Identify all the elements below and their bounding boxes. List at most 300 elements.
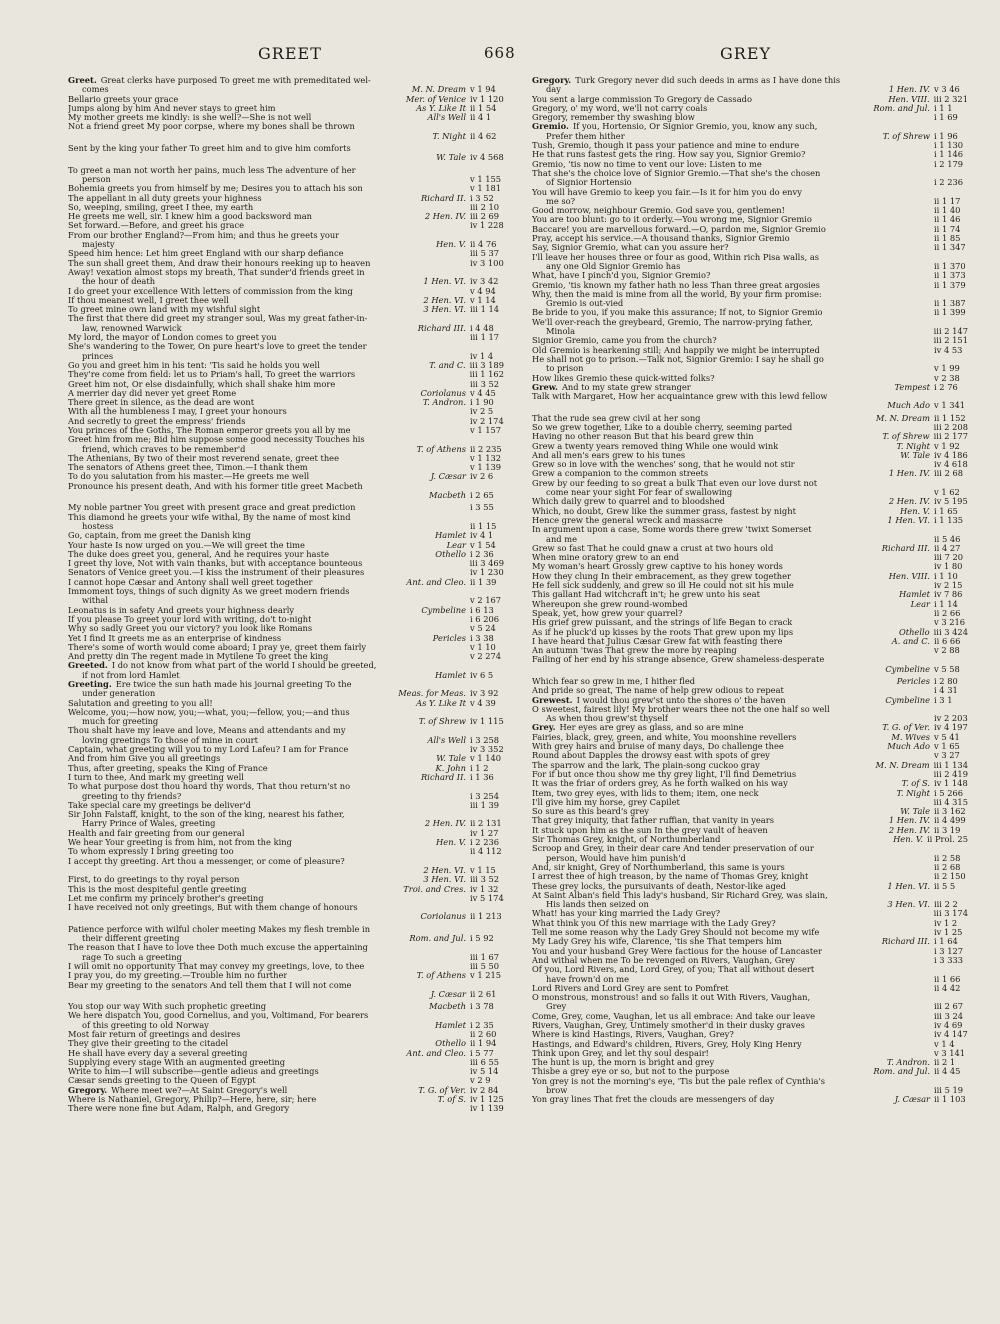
act-scene-line: v 5 24 — [470, 624, 496, 634]
concordance-line — [68, 324, 504, 333]
quotation-text: The duke does greet you, general, And he requires your haste — [68, 549, 330, 559]
concordance-line — [68, 370, 504, 379]
concordance-line — [532, 900, 968, 909]
concordance-line — [68, 153, 504, 162]
quotation-text: Item, two grey eyes, with lids to them; item, one neck — [532, 788, 759, 798]
play-abbreviation: M. Wives — [891, 732, 930, 742]
concordance-line — [532, 469, 968, 478]
citation — [931, 618, 968, 627]
quotation-text: Grew by our feeding to so great a bulk That even our love durst not — [532, 478, 818, 488]
quotation-text: Go, captain, from me greet the Danish king — [68, 531, 251, 541]
concordance-line — [68, 122, 504, 131]
citation — [418, 194, 504, 203]
quotation-text: Grey — [546, 1002, 567, 1012]
citation — [931, 215, 968, 224]
citation — [931, 243, 968, 252]
quotation-text: That the rude sea grew civil at her song — [532, 413, 701, 423]
act-scene-line: iv 4 197 — [934, 723, 968, 733]
concordance-line — [68, 104, 504, 113]
act-scene-line: iv 4 568 — [470, 153, 504, 163]
quotation-text: Speed him hence: Let him greet England with our sharp defiance — [68, 249, 344, 259]
act-scene-line: iv 1 25 — [934, 928, 963, 938]
citation — [886, 816, 968, 825]
concordance-line — [532, 206, 968, 215]
citation — [467, 259, 504, 268]
play-abbreviation: Richard III. — [881, 543, 930, 553]
act-scene-line: iv 1 230 — [470, 568, 504, 578]
citation — [879, 723, 968, 732]
act-scene-line: iv 1 27 — [470, 828, 499, 838]
headword-entry — [532, 723, 968, 732]
quotation-text: Which daily grew to quarrel and to bloodshed — [532, 497, 725, 507]
act-scene-line: i 3 38 — [470, 633, 494, 643]
play-abbreviation: W. Tale — [436, 754, 466, 764]
citation — [886, 826, 968, 835]
act-scene-line: ii 2 235 — [470, 444, 502, 454]
concordance-line — [532, 169, 968, 178]
quotation-text: I cannot hope Cæsar and Antony shall well greet together — [68, 577, 313, 587]
act-scene-line: ii 4 76 — [470, 240, 497, 250]
concordance-line — [68, 624, 504, 633]
play-abbreviation: T. and C. — [429, 360, 466, 370]
citation — [931, 863, 968, 872]
act-scene-line: iii 2 321 — [933, 94, 968, 104]
act-scene-line: i 2 76 — [934, 382, 958, 392]
concordance-line — [532, 816, 968, 825]
concordance-line — [532, 1040, 968, 1049]
concordance-line — [68, 463, 504, 472]
concordance-line — [68, 568, 504, 577]
quotation-text: Hence grew the general wreck and massacre — [532, 515, 723, 525]
citation — [467, 1058, 504, 1067]
headword: Gremio. — [532, 122, 569, 132]
quotation-text: How likes Gremio these quick-witted folks? — [532, 373, 715, 383]
play-abbreviation: Cymbeline — [421, 605, 466, 615]
quotation-text: Your haste Is now urged on you.—We will greet the time — [68, 540, 305, 550]
citation — [467, 249, 504, 258]
act-scene-line: v 1 99 — [934, 364, 960, 374]
citation — [467, 463, 504, 472]
quotation-text: What, have I pinch'd you, Signior Gremio? — [532, 271, 711, 281]
citation — [897, 807, 968, 816]
concordance-line — [68, 1030, 504, 1039]
quotation-text: if not from lord Hamlet — [82, 670, 180, 680]
act-scene-line: v 1 14 — [470, 295, 496, 305]
quotation-text: She's wandering to the Tower, On pure heart's love to greet the tender — [68, 342, 367, 352]
concordance-line — [532, 1002, 968, 1011]
play-abbreviation: J. Cæsar — [894, 1095, 930, 1105]
citation — [931, 234, 968, 243]
play-abbreviation: T. Night — [896, 441, 930, 451]
play-abbreviation: K. John — [435, 763, 466, 773]
citation — [432, 1039, 504, 1048]
act-scene-line: iii 2 147 — [933, 327, 968, 337]
quotation-text: O monstrous, monstrous! and so falls it out With Rivers, Vaughan, — [532, 993, 811, 1003]
concordance-line — [68, 491, 504, 500]
citation — [931, 919, 968, 928]
concordance-line — [68, 482, 504, 491]
play-abbreviation: Hen. V. — [436, 240, 466, 250]
concordance-line — [68, 240, 504, 249]
quotation-text: much for greeting — [82, 717, 159, 727]
citation — [931, 909, 968, 918]
quotation-text: O sweetest, fairest lily! My brother wears thee not the one half so well — [532, 704, 830, 714]
act-scene-line: i 1 2 — [470, 763, 489, 773]
citation — [931, 770, 968, 779]
page-number: 668 — [484, 44, 516, 62]
play-abbreviation: T. of S. — [437, 1095, 466, 1105]
concordance-line — [532, 751, 968, 760]
act-scene-line: iii 2 2 — [934, 900, 958, 910]
quotation-text: Gregory, remember thy swashing blow — [532, 113, 695, 123]
act-scene-line: ii 1 152 — [934, 413, 966, 423]
citation — [467, 1104, 504, 1113]
quotation-text: That grey iniquity, that father ruffian, that vanity in years — [532, 816, 774, 826]
headword: Grewest. — [532, 695, 573, 705]
quotation-text: day — [546, 85, 561, 95]
citation — [931, 1012, 968, 1021]
act-scene-line: iv 4 53 — [934, 345, 963, 355]
concordance-line — [532, 665, 968, 674]
play-abbreviation: Meas. for Meas. — [398, 689, 466, 699]
concordance-line — [68, 249, 504, 258]
citation — [931, 1021, 968, 1030]
act-scene-line: v 1 139 — [470, 463, 502, 473]
quotation-text: A merrier day did never yet greet Rome — [68, 388, 237, 398]
play-abbreviation: 2 Hen. VI. — [423, 295, 466, 305]
concordance-line — [68, 531, 504, 540]
quotation-text: the hour of death — [82, 277, 156, 287]
play-abbreviation: Othello — [898, 627, 930, 637]
citation — [435, 1095, 504, 1104]
act-scene-line: v 1 215 — [470, 971, 502, 981]
play-abbreviation: Mer. of Venice — [405, 94, 466, 104]
play-abbreviation: W. Tale — [436, 153, 466, 163]
act-scene-line: i 1 65 — [934, 506, 958, 516]
quotation-text: That she's the choice love of Signior Gremio.—That she's the chosen — [532, 168, 821, 178]
quotation-text: And withal when me To be revenged on Rivers, Vaughan, Grey — [532, 955, 795, 965]
citation — [420, 866, 504, 875]
concordance-line — [68, 132, 504, 141]
citation — [931, 262, 968, 271]
play-abbreviation: T. of Athens — [416, 444, 466, 454]
quotation-text: I would thou grew'st unto the shores o' the haven — [576, 695, 786, 705]
headword: Greeted. — [68, 661, 108, 671]
citation — [931, 1040, 968, 1049]
act-scene-line: iv 1 115 — [470, 717, 504, 727]
act-scene-line: ii 3 19 — [934, 825, 961, 835]
quotation-text: I greet thy love, Not with vain thanks, but with acceptance bounteous — [68, 559, 363, 569]
concordance-line — [68, 699, 504, 708]
citation — [467, 333, 504, 342]
quotation-text: I will omit no opportunity That may convey my greetings, love, to thee — [68, 961, 365, 971]
quotation-text: He shall have every day a several greeting — [68, 1048, 248, 1058]
act-scene-line: v 1 4 — [934, 1039, 955, 1049]
quotation-text: This is the most despiteful gentle greeting — [68, 884, 247, 894]
concordance-line — [68, 1067, 504, 1076]
quotation-text: Not a friend greet My poor corpse, where my bones shall be thrown — [68, 122, 355, 132]
act-scene-line: ii 2 66 — [934, 608, 961, 618]
concordance-line — [532, 132, 968, 141]
concordance-line — [532, 882, 968, 891]
citation — [931, 364, 968, 373]
citation — [886, 85, 968, 94]
citation — [884, 401, 968, 410]
act-scene-line: v 1 132 — [470, 453, 502, 463]
concordance-line — [532, 544, 968, 553]
quotation-text: majesty — [82, 240, 115, 250]
quotation-text: hostess — [82, 521, 114, 531]
concordance-line — [532, 686, 968, 695]
concordance-line — [68, 113, 504, 122]
concordance-line — [532, 374, 968, 383]
act-scene-line: v 1 15 — [470, 865, 496, 875]
quotation-text: comes — [82, 85, 109, 95]
citation — [931, 206, 968, 215]
quotation-text: Fairies, black, grey, green, and white, You moonshine revellers — [532, 732, 797, 742]
act-scene-line: i 1 64 — [934, 937, 958, 947]
concordance-line — [532, 553, 968, 562]
play-abbreviation: J. Cæsar — [430, 989, 466, 999]
concordance-line — [68, 578, 504, 587]
act-scene-line: ii 6 66 — [934, 636, 961, 646]
quotation-text: To greet mine own land with my wishful sight — [68, 305, 261, 315]
citation — [467, 1030, 504, 1039]
quotation-text: Her eyes are grey as glass, and so are mine — [559, 723, 744, 733]
concordance-line — [68, 596, 504, 605]
act-scene-line: ii 1 213 — [470, 912, 502, 922]
concordance-line — [68, 287, 504, 296]
quotation-text: Gremio, 'tis now no time to vent our love: Listen to me — [532, 159, 762, 169]
act-scene-line: i 1 36 — [470, 772, 494, 782]
quotation-text: Let me confirm my princely brother's greeting — [68, 893, 264, 903]
concordance-line — [68, 296, 504, 305]
citation — [467, 624, 504, 633]
concordance-line — [532, 392, 968, 401]
concordance-line — [532, 956, 968, 965]
act-scene-line: i 2 236 — [934, 178, 964, 188]
concordance-line — [68, 95, 504, 104]
act-scene-line: v 1 140 — [470, 754, 502, 764]
concordance-line — [532, 160, 968, 169]
concordance-line — [68, 717, 504, 726]
concordance-line — [68, 1011, 504, 1020]
quotation-text: It was the friar of orders grey, As he forth walked on his way — [532, 779, 788, 789]
citation — [894, 789, 969, 798]
citation — [892, 383, 968, 392]
quotation-text: and me — [546, 534, 578, 544]
act-scene-line: i 3 52 — [470, 193, 494, 203]
quotation-text: So sure as this beard's grey — [532, 807, 649, 817]
concordance-line — [532, 364, 968, 373]
concordance-line — [68, 194, 504, 203]
concordance-line — [532, 646, 968, 655]
play-abbreviation: Coriolanus — [420, 912, 466, 922]
act-scene-line: iii 4 315 — [933, 797, 968, 807]
quotation-text: I have received not only greetings, But with them change of honours — [68, 903, 358, 913]
concordance-line — [68, 166, 504, 175]
play-abbreviation: T. G. of Ver. — [882, 723, 930, 733]
headword: Grew. — [532, 382, 558, 392]
citation — [880, 132, 968, 141]
citation — [931, 197, 968, 206]
citation — [467, 1067, 504, 1076]
act-scene-line: ii 1 15 — [470, 521, 497, 531]
act-scene-line: v 5 41 — [934, 732, 960, 742]
running-head-left: GREET — [258, 44, 322, 63]
concordance-line — [68, 810, 504, 819]
quotation-text: I'll give him my horse, grey Capilet — [532, 797, 680, 807]
play-abbreviation: Troi. and Cres. — [403, 884, 466, 894]
citation — [420, 875, 504, 884]
quotation-text: Set forward.—Before, and greet his grace — [68, 221, 245, 231]
concordance-line — [68, 398, 504, 407]
quotation-text: Tush, Gremio, though it pass your patience and mine to endure — [532, 141, 800, 151]
concordance-line — [68, 971, 504, 980]
quotation-text: I pray you, do my greeting.—Trouble him no further — [68, 971, 288, 981]
citation — [896, 590, 968, 599]
concordance-line — [532, 779, 968, 788]
act-scene-line: iii 2 208 — [933, 422, 968, 432]
act-scene-line: iv 3 352 — [470, 745, 504, 755]
quotation-text: Thus, after greeting, speaks the King of France — [68, 763, 268, 773]
act-scene-line: ii 1 103 — [934, 1095, 966, 1105]
concordance-line — [68, 857, 504, 866]
act-scene-line: v 1 92 — [934, 441, 960, 451]
quotation-text: Cæsar sends greeting to the Queen of Egypt — [68, 1076, 256, 1086]
concordance-line — [68, 314, 504, 323]
citation — [424, 736, 504, 745]
concordance-line — [68, 981, 504, 990]
citation — [931, 460, 968, 469]
concordance-line — [532, 872, 968, 881]
act-scene-line: iv 3 100 — [470, 258, 504, 268]
concordance-line — [532, 85, 968, 94]
concordance-line — [68, 426, 504, 435]
act-scene-line: i 2 65 — [470, 491, 494, 501]
concordance-line — [68, 634, 504, 643]
citation — [467, 615, 504, 624]
concordance-line — [532, 1067, 968, 1076]
quotation-text: Great clerks have purposed To greet me with premeditated wel- — [100, 76, 371, 85]
quotation-text: Where is kind Hastings, Rivers, Vaughan, Grey? — [532, 1030, 734, 1040]
concordance-line — [68, 875, 504, 884]
concordance-line — [68, 764, 504, 773]
citation — [894, 442, 969, 451]
act-scene-line: ii 2 61 — [470, 989, 497, 999]
act-scene-line: i 3 254 — [470, 791, 500, 801]
quotation-text: Yon gray lines That fret the clouds are messengers of day — [532, 1095, 775, 1105]
quotation-text: any one Old Signior Gremio has — [546, 261, 681, 271]
act-scene-line: i 3 1 — [934, 695, 953, 705]
citation — [414, 971, 504, 980]
quotation-text: If you, Hortensio, Or Signior Gremio, you, know any such, — [572, 122, 818, 132]
citation — [424, 113, 504, 122]
act-scene-line: i 2 236 — [470, 838, 500, 848]
concordance-line — [68, 903, 504, 912]
quotation-text: I accept thy greeting. Art thou a messenger, or come of pleasure? — [68, 856, 345, 866]
act-scene-line: ii 1 40 — [934, 206, 961, 216]
quotation-text: Hastings, and Edward's children, Rivers, Grey, Holy King Henry — [532, 1039, 802, 1049]
act-scene-line: iii 1 134 — [933, 760, 968, 770]
concordance-line — [68, 838, 504, 847]
citation — [890, 835, 968, 844]
quotation-text: Gremio, 'tis known my father hath no less Than three great argosies — [532, 280, 820, 290]
act-scene-line: iii 2 177 — [933, 432, 968, 442]
concordance-line — [532, 600, 968, 609]
play-abbreviation: A. and C. — [891, 636, 930, 646]
citation — [467, 652, 504, 661]
act-scene-line: i 1 130 — [934, 141, 964, 151]
act-scene-line: ii 4 62 — [470, 131, 497, 141]
act-scene-line: iv 1 148 — [934, 779, 968, 789]
quotation-text: Bohemia greets you from himself by me; Desires you to attach his son — [68, 184, 363, 194]
act-scene-line: v 2 38 — [934, 373, 960, 383]
act-scene-line: iv 2 84 — [470, 1085, 499, 1095]
concordance-line — [68, 689, 504, 698]
citation — [931, 346, 968, 355]
citation — [415, 1086, 504, 1095]
quotation-text: As if he pluck'd up kisses by the roots That grew upon my lips — [532, 627, 794, 637]
act-scene-line: ii 4 45 — [934, 1067, 961, 1077]
quotation-text: At Saint Alban's field This lady's husband, Sir Richard Grey, was slain, — [532, 890, 828, 900]
citation — [428, 990, 504, 999]
quotation-text: For if but once thou show me thy grey light, I'll find Demetrius — [532, 769, 797, 779]
quotation-text: Away! vexation almost stops my breath, That sunder'd friends greet in — [68, 267, 365, 277]
act-scene-line: iv 1 2 — [934, 918, 958, 928]
concordance-line — [532, 243, 968, 252]
citation — [395, 689, 504, 698]
quotation-text: What! has your king married the Lady Grey? — [532, 909, 721, 919]
citation — [467, 522, 504, 531]
concordance-line — [68, 1058, 504, 1067]
act-scene-line: iv 5 14 — [470, 1067, 499, 1077]
concordance-line — [68, 352, 504, 361]
act-scene-line: iv 7 86 — [934, 590, 963, 600]
quotation-text: You are too blunt: go to it orderly.—You wrong me, Signior Gremio — [532, 215, 812, 225]
act-scene-line: iv 5 195 — [934, 497, 968, 507]
citation — [897, 507, 968, 516]
act-scene-line: v 1 157 — [470, 425, 502, 435]
quotation-text: What think you Of this new marriage with the Lady Grey? — [532, 918, 776, 928]
quotation-text: Gregory, o' my word, we'll not carry coals — [532, 103, 708, 113]
quotation-text: Say, Signior Gremio, what can you assure her? — [532, 243, 729, 253]
quotation-text: And all men's ears grew to his tunes — [532, 450, 686, 460]
act-scene-line: iii 2 419 — [933, 769, 968, 779]
citation — [884, 1058, 968, 1067]
concordance-line — [532, 975, 968, 984]
quotation-text: under generation — [82, 689, 156, 699]
quotation-text: Jumps along by him And never stays to greet him — [68, 103, 276, 113]
citation — [467, 962, 504, 971]
quotation-text: Patience perforce with wilful choler meeting Makes my flesh tremble in — [68, 924, 371, 934]
quotation-text: Think upon Grey, and let thy soul despair! — [532, 1048, 709, 1058]
quotation-text: Old Gremio is hearkening still; And happily we might be interrupted — [532, 345, 820, 355]
play-abbreviation: 2 Hen. VI. — [423, 865, 466, 875]
concordance-line — [68, 277, 504, 286]
act-scene-line: v 1 341 — [934, 401, 966, 411]
act-scene-line: iv 2 15 — [934, 581, 963, 591]
quotation-text: Yet I find It greets me as an enterprise of kindness — [68, 633, 282, 643]
citation — [467, 175, 504, 184]
citation — [422, 819, 504, 828]
concordance-line — [532, 507, 968, 516]
concordance-line — [68, 894, 504, 903]
concordance-line — [68, 615, 504, 624]
citation — [467, 287, 504, 296]
citation — [931, 854, 968, 863]
concordance-line — [532, 253, 968, 262]
